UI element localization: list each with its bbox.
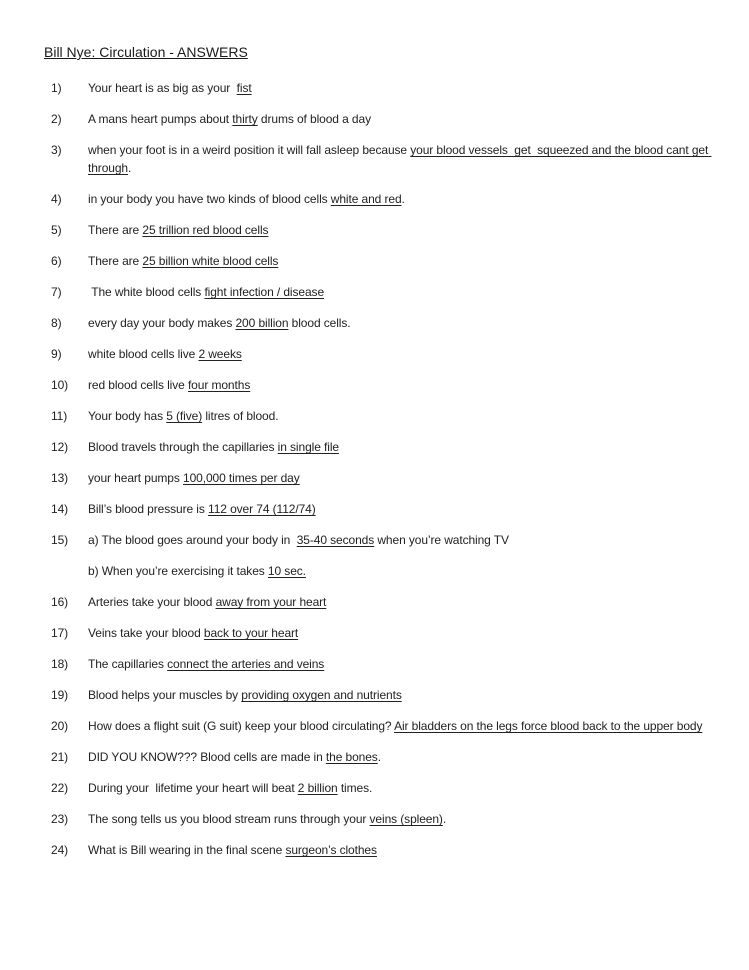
question-number: 16) (51, 595, 69, 609)
question-number: 18) (51, 657, 69, 671)
question-number: 15) (51, 533, 69, 547)
question-item (51, 593, 711, 611)
question-item (51, 314, 711, 332)
question-text (88, 748, 711, 766)
question-text (88, 314, 711, 332)
question-suffix: . (442, 812, 447, 826)
question-item (51, 655, 711, 673)
question-item (51, 841, 711, 859)
question-text (88, 686, 711, 704)
question-item (51, 779, 711, 797)
question-number: 8) (51, 316, 62, 330)
question-number: 19) (51, 688, 69, 702)
question-number: 13) (51, 471, 69, 485)
question-prompt: every day your body makes (88, 316, 236, 330)
question-prompt: your heart pumps (88, 471, 184, 485)
question-prompt: Blood travels through the capillaries (88, 440, 278, 454)
question-number: 10) (51, 378, 69, 392)
question-prompt: What is Bill wearing in the final scene (88, 843, 286, 857)
question-item (51, 469, 711, 487)
question-text (88, 345, 711, 363)
question-prompt: in your body you have two kinds of blood cells (88, 192, 331, 206)
question-number: 17) (51, 626, 69, 640)
question-item (51, 748, 711, 766)
question-item (51, 345, 711, 363)
question-prompt: There are (88, 254, 143, 268)
question-suffix: when you’re watching TV (374, 533, 509, 547)
question-prompt: Your heart is as big as your (88, 81, 237, 95)
question-item (51, 283, 711, 301)
question-prompt: red blood cells live (88, 378, 188, 392)
question-prompt: Blood helps your muscles by (88, 688, 242, 702)
answer: your blood vessels get squeezed and the blood cant get through (88, 143, 712, 175)
question-number: 20) (51, 719, 69, 733)
question-item (51, 686, 711, 704)
question-number: 12) (51, 440, 69, 454)
answer: surgeon’s clothes (285, 843, 377, 857)
question-text (88, 407, 711, 425)
answer: fight infection / disease (204, 285, 325, 299)
question-prompt: During your lifetime your heart will beat (88, 781, 298, 795)
question-prompt: There are (88, 223, 143, 237)
question-number: 21) (51, 750, 69, 764)
question-item (51, 141, 711, 177)
question-item (51, 500, 711, 518)
question-prompt: when your foot is in a weird position it will fall asleep because (88, 143, 411, 157)
question-number: 2) (51, 112, 62, 126)
question-list (51, 79, 711, 872)
question-prompt: DID YOU KNOW??? Blood cells are made in (88, 750, 326, 764)
question-text (88, 717, 711, 735)
question-item (51, 531, 711, 549)
question-prompt: Your body has (88, 409, 167, 423)
question-suffix: blood cells. (288, 316, 351, 330)
question-number: 14) (51, 502, 69, 516)
question-item (51, 717, 711, 735)
answer: back to your heart (203, 626, 299, 640)
question-item (51, 252, 711, 270)
answer: white and red (330, 192, 402, 206)
question-text (88, 562, 711, 580)
answer: thirty (232, 112, 258, 126)
question-text (88, 376, 711, 394)
question-item (51, 190, 711, 208)
question-number: 3) (51, 143, 62, 157)
question-prompt: The song tells us you blood stream runs through your (88, 812, 370, 826)
question-number: 5) (51, 223, 62, 237)
question-text (88, 283, 711, 301)
question-item (51, 562, 711, 580)
question-prompt: The white blood cells (88, 285, 205, 299)
question-text (88, 438, 711, 456)
question-text (88, 79, 711, 97)
question-text (88, 655, 711, 673)
question-number: 9) (51, 347, 62, 361)
answer: 200 billion (235, 316, 289, 330)
question-prompt: How does a flight suit (G suit) keep your blood circulating? (88, 719, 395, 733)
question-prompt: Bill’s blood pressure is (88, 502, 209, 516)
question-suffix: drums of blood a day (257, 112, 371, 126)
answer: 100,000 times per day (183, 471, 300, 485)
question-item (51, 79, 711, 97)
question-text (88, 500, 711, 518)
question-number: 4) (51, 192, 62, 206)
question-suffix: . (128, 161, 132, 175)
question-text (88, 531, 711, 549)
page-title: Bill Nye: Circulation - ANSWERS (44, 44, 248, 60)
answer: 25 billion white blood cells (142, 254, 279, 268)
question-prompt: Veins take your blood (88, 626, 204, 640)
answer: 112 over 74 (112/74) (208, 502, 316, 516)
question-prompt: b) When you’re exercising it takes (88, 564, 268, 578)
question-text (88, 779, 711, 797)
answer: 5 (five) (166, 409, 203, 423)
question-suffix: litres of blood. (202, 409, 279, 423)
question-suffix: times. (337, 781, 373, 795)
question-text (88, 190, 711, 208)
question-prompt: a) The blood goes around your body in (88, 533, 297, 547)
question-suffix: . (377, 750, 381, 764)
question-number: 1) (51, 81, 62, 95)
answer: connect the arteries and veins (167, 657, 325, 671)
question-text (88, 624, 711, 642)
question-item (51, 221, 711, 239)
question-suffix: . (401, 192, 405, 206)
question-number: 11) (51, 409, 68, 423)
question-item (51, 810, 711, 828)
question-text (88, 593, 711, 611)
question-text (88, 221, 711, 239)
question-item (51, 110, 711, 128)
answer: away from your heart (215, 595, 327, 609)
question-text (88, 252, 711, 270)
answer: the bones (325, 750, 378, 764)
question-text (88, 469, 711, 487)
answer: in single file (277, 440, 339, 454)
answer: 2 billion (297, 781, 338, 795)
answer: Air bladders on the legs force blood back to the upper body (394, 719, 703, 733)
question-text (88, 810, 711, 828)
answer: 2 weeks (198, 347, 242, 361)
answer: four months (187, 378, 251, 392)
answer: 35-40 seconds (296, 533, 375, 547)
question-item (51, 438, 711, 456)
answer: 10 sec. (267, 564, 306, 578)
answer: fist (236, 81, 252, 95)
question-prompt: A mans heart pumps about (88, 112, 233, 126)
question-item (51, 376, 711, 394)
question-number: 7) (51, 285, 62, 299)
question-item (51, 407, 711, 425)
question-item (51, 624, 711, 642)
question-text (88, 110, 711, 128)
answer: veins (spleen) (369, 812, 443, 826)
question-text (88, 841, 711, 859)
answer: 25 trillion red blood cells (142, 223, 269, 237)
question-number: 22) (51, 781, 69, 795)
question-number: 24) (51, 843, 69, 857)
question-text (88, 141, 711, 177)
question-prompt: The capillaries (88, 657, 168, 671)
answer: providing oxygen and nutrients (241, 688, 402, 702)
question-number: 6) (51, 254, 62, 268)
question-prompt: Arteries take your blood (88, 595, 216, 609)
question-prompt: white blood cells live (88, 347, 199, 361)
question-number: 23) (51, 812, 69, 826)
